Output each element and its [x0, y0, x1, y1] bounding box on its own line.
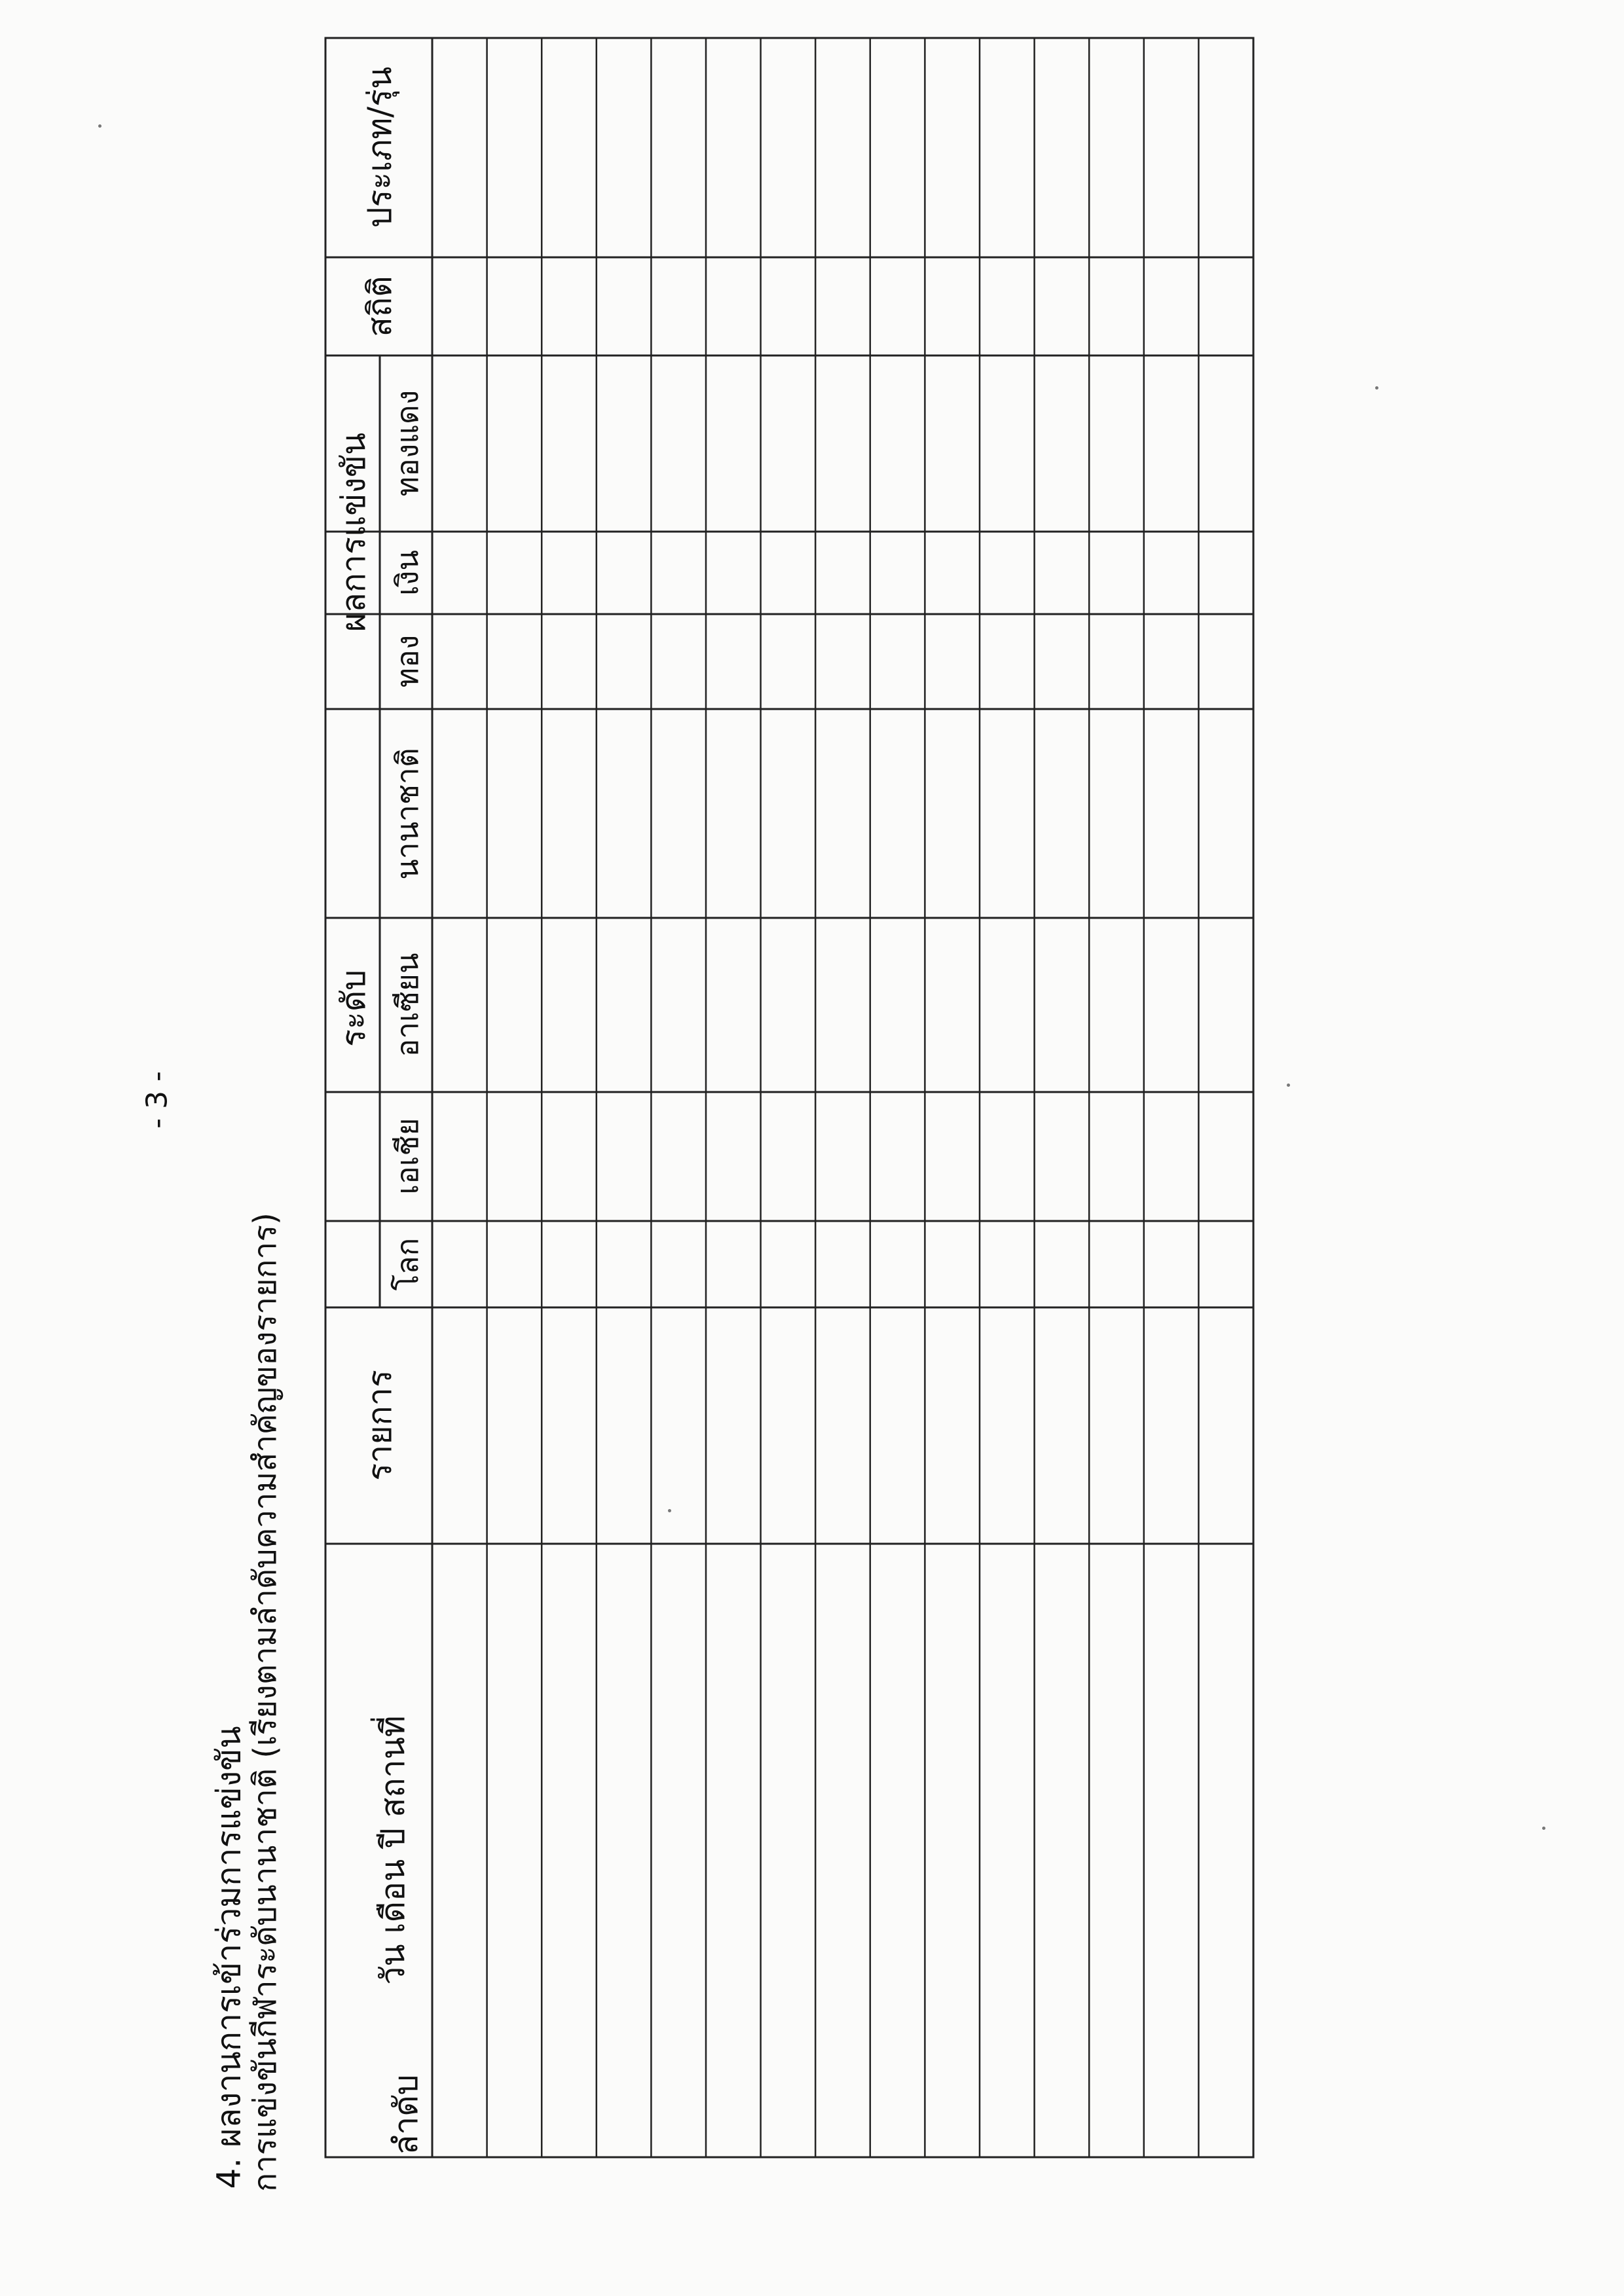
scan-speck	[1542, 1827, 1545, 1830]
header-result: ผลการแข่งขัน	[335, 432, 373, 632]
header-result-gold: ทอง	[390, 634, 425, 688]
header-date-place: วัน เดือน ปี สถานที่	[374, 1715, 412, 1985]
header-order: ลำดับ	[387, 2074, 425, 2155]
header-event: รายการ	[361, 1370, 399, 1481]
scan-speck	[98, 124, 101, 128]
page-number: - 3 -	[140, 1071, 174, 1129]
header-record: สถิติ	[361, 276, 399, 337]
header-level: ระดับ	[335, 970, 373, 1047]
header-level-asian: อาเซียน	[390, 953, 425, 1057]
header-level-world: โลก	[390, 1237, 425, 1291]
section-heading: 4. ผลงานการเข้าร่วมการแข่งขัน	[210, 1726, 248, 2189]
scan-speck	[1375, 386, 1378, 390]
section-subheading: การแข่งขันกีฬาระดับนานาชาติ (เรียงตามลำดับความสำคัญของรายการ)	[247, 1212, 284, 2192]
header-level-asia: เอเชีย	[390, 1118, 425, 1195]
header-category: ประเภท/รุ่น	[361, 66, 399, 228]
header-result-silver: เงิน	[390, 550, 425, 596]
header-result-bronze: ทองแดง	[390, 390, 425, 497]
scan-speck	[668, 1509, 671, 1512]
header-level-international: นานาชาติ	[390, 748, 425, 880]
table-grid-lines	[325, 38, 1253, 2157]
scan-speck	[1287, 1084, 1290, 1087]
